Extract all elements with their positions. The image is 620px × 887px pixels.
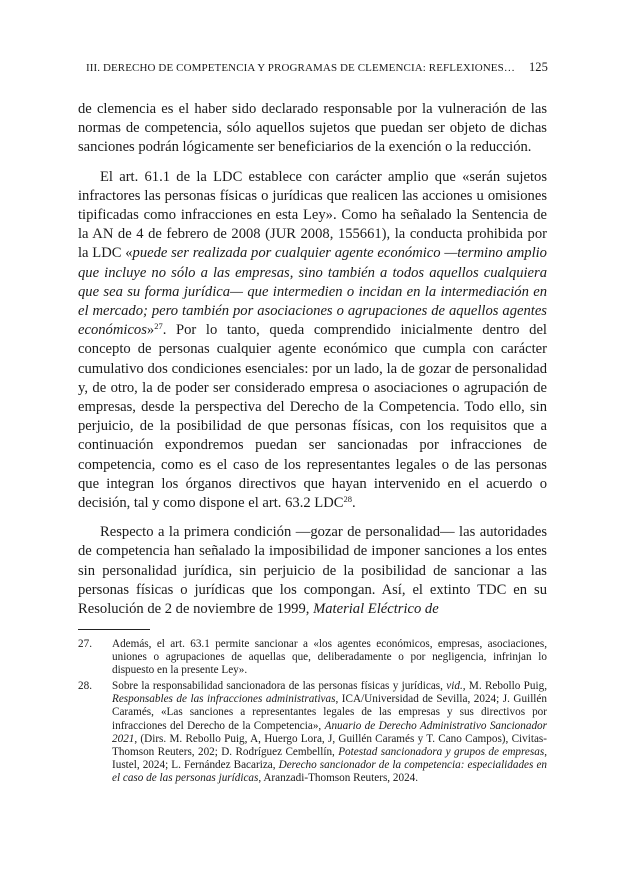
footnote-number: 28. [78, 680, 92, 693]
footnote [78, 680, 547, 785]
footnote-segment: M. Rebollo Puig, [465, 680, 548, 693]
running-header [78, 60, 548, 75]
page-number: 125 [528, 60, 548, 74]
footnotes [78, 638, 547, 788]
footnote-segment: Además, el art. 63.1 permite sancionar a «los agentes económicos, empresas, asociaciones, uniones o agrupaciones de aquellas que, deliberadamente o por negligencia, infrinjan lo dispuesto en la presente Ley». [112, 638, 547, 677]
footnote [78, 638, 547, 677]
closing-quote: » [146, 322, 155, 339]
footnote-segment: , Iustel, 2024; L. Fernández Bacariza, [112, 745, 547, 771]
quoted-sentence-italic: puede ser realizada por cualquier agente económico —termino amplio que incluye no sólo a las empresas, sino también a todos aquellos cualquiera que sea su forma jurídica— que intermedien o incidan en la intermediación en el mercado; pero también por asociaciones o agrupaciones de aquellos agentes económicos [78, 245, 547, 339]
main-text [78, 100, 547, 619]
paragraph-3-part-a: Respecto a la primera condición —gozar de personalidad— las autoridades de competencia han señalado la imposibilidad de imponer sanciones a los entes sin personalidad jurídica, sin perjuicio de la posibilidad de sancionar a las personas físicas o jurídicas que los compongan. Así, el extinto TDC en su Resolución de 2 de noviembre de 1999, [78, 524, 547, 618]
footnote-ref-28[interactable]: 28 [343, 494, 352, 505]
footnote-segment: , Aranzadi-Thomson Reuters, 2024. [258, 771, 419, 784]
footnote-text [112, 680, 547, 785]
footnote-italic-segment: Anuario de Derecho Administrativo Sancionador 2021 [112, 719, 547, 745]
paragraph-1: de clemencia es el haber sido declarado responsable por la vulneración de las normas de competencia, sólo aquellos sujetos que puedan ser objeto de dichas sanciones podrán lógicamente ser beneficiarios de la exención o la reducción. [78, 101, 547, 156]
running-title: III. DERECHO DE COMPETENCIA Y PROGRAMAS DE CLEMENCIA: REFLEXIONES… [85, 62, 515, 74]
footnote-text [112, 638, 547, 677]
paragraph-2-part-a: El art. 61.1 de la LDC establece con carácter amplio que «serán sujetos infractores las personas físicas o jurídicas que realicen las acciones u omisiones tipificadas como infracciones en esta Ley». Como ha señalado la Sentencia de la AN de 4 de febrero de 2008 (JUR 2008, 155661), la conducta prohibida por la LDC « [78, 168, 547, 262]
footnote-italic-segment: Derecho sancionador de la competencia: especialidades en el caso de las personas jurídicas [112, 758, 548, 784]
footnote-italic-segment: vid., [446, 680, 466, 693]
footnote-segment: Sobre la responsabilidad sancionadora de las personas físicas y jurídicas, [112, 680, 447, 693]
paragraph-2 [78, 168, 547, 514]
paragraph-2-part-d: . Por lo tanto, queda comprendido inicialmente dentro del concepto de personas cualquier agente económico que cumpla con carácter cumulativo dos condiciones esenciales: por un lado, la de gozar de personalidad y, de otro, la de poder ser considerado empresa o asociaciones o agrupación de empresas, desde la perspectiva del Derecho de la Competencia. Todo ello, sin perjuicio, de la posibilidad de que personas físicas, con los requisitos que a continuación expondremos puedan ser sancionadas por infracciones de competencia, como es el caso de los representantes legales o de las personas que integran los órganos directivos que hayan intervenido en el acuerdo o decisión, tal y como dispone el art. 63.2 LDC [78, 322, 547, 512]
footnote-separator [78, 629, 150, 630]
paragraph-3-italic: Material Eléctrico de [313, 601, 439, 618]
footnote-number: 27. [78, 638, 92, 650]
paragraph-2-end: . [351, 495, 356, 512]
footnote-segment: , ICA/Universidad de Sevilla, 2024; J. Guillén Caramés, «Las sanciones a representantes legales de las empresas y sus directivos por infracciones del Derecho de la Competencia», [112, 693, 547, 732]
paragraph-3 [78, 523, 547, 619]
footnote-ref-27[interactable]: 27 [154, 321, 163, 332]
footnote-italic-segment: Responsables de las infracciones administrativas [112, 693, 336, 706]
footnote-segment: , (Dirs. M. Rebollo Puig, A, Huergo Lora, J, Guillén Caramés y T. Cano Campos), Civitas-Thomson Reuters, 202; D. Rodríguez Cembellín, [112, 732, 547, 758]
footnote-italic-segment: Potestad sancionadora y grupos de empresas [338, 745, 545, 758]
